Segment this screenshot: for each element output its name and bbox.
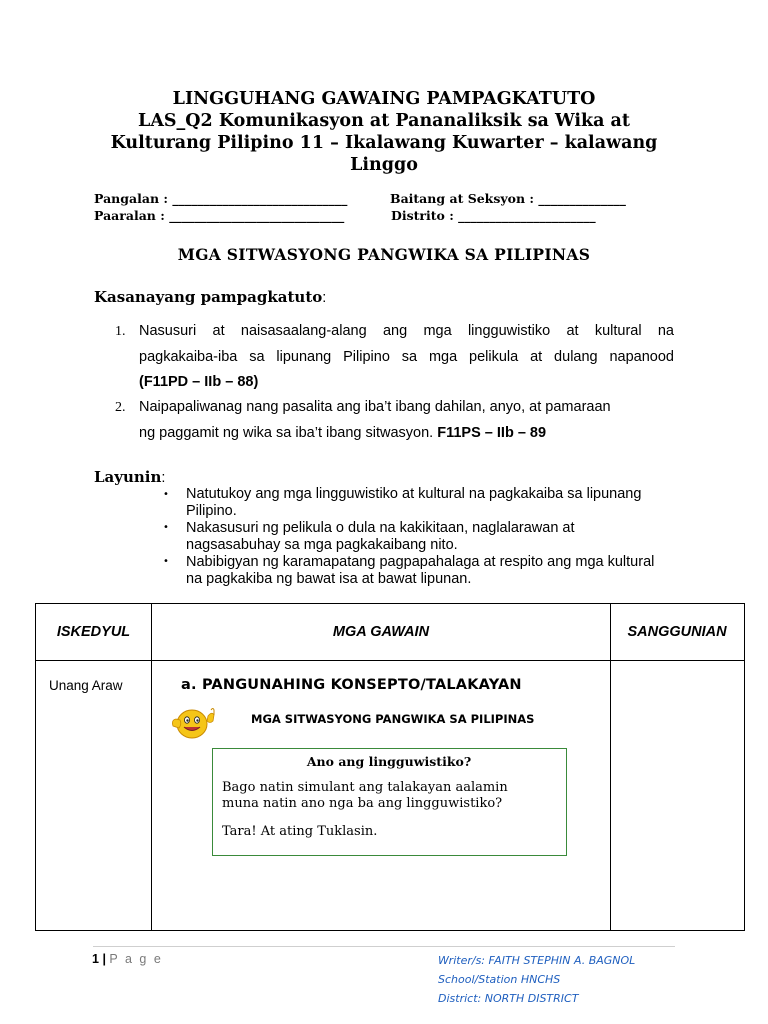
objectives-colon: : (161, 470, 166, 486)
competency-2-code: F11PS – IIb – 89 (437, 425, 547, 441)
school-credit: School/Station HNCHS (438, 973, 561, 986)
competency-1-line-1: Nasusuri at naisasaalang-alang ang mga lingguwistiko at kultural na (139, 323, 674, 339)
section-title: MGA SITWASYONG PANGWIKA SA PILIPINAS (177, 245, 591, 264)
district-credit: District: NORTH DISTRICT (438, 992, 579, 1005)
footer-credits (438, 951, 635, 1008)
header-mga-gawain: MGA GAWAIN (332, 624, 430, 640)
objective-3-bullet: • (163, 556, 169, 567)
title-line-4: Linggo (350, 155, 418, 175)
competency-2-line-1: Naipapaliwanag nang pasalita ang iba’t ibang dahilan, anyo, at pamaraan (139, 399, 611, 415)
box-title: Ano ang lingguwistiko? (306, 754, 472, 769)
competency-1-code: (F11PD – IIb – 88) (139, 374, 259, 390)
page-word: P a g e (109, 952, 163, 966)
objective-3: Nabibigyan ng karamapatang pagpapahalaga at respito ang mga kultural na pagkakiba ng bawat isa at bawat lipunan. (186, 554, 655, 587)
page-separator: | (102, 952, 106, 966)
competency-2-line-2-wrap (139, 425, 546, 441)
schedule-cell: Unang Araw (49, 678, 123, 693)
header-iskedyul: ISKEDYUL (56, 624, 131, 640)
competencies-colon: : (322, 290, 327, 306)
table-divider-1 (151, 604, 152, 930)
baitang-seksyon-field[interactable]: Baitang at Seksyon : ______________ (390, 191, 626, 206)
competency-1-number: 1. (115, 324, 126, 339)
objective-1: Natutukoy ang mga lingguwistiko at kultural na pagkakaiba sa lipunang Pilipino. (186, 486, 642, 519)
title-line-1: LINGGUHANG GAWAING PAMPAGKATUTO (172, 89, 596, 109)
competency-1-line-2: pagkakaiba-iba sa lipunang Pilipino sa mga pelikula at dulang napanood (139, 349, 674, 365)
objectives-label: Layunin (94, 468, 162, 486)
table-divider-2 (610, 604, 611, 930)
competency-2-line-2: ng paggamit ng wika sa iba’t ibang sitwasyon. (139, 425, 434, 441)
table-header-divider (36, 660, 744, 661)
competencies-label: Kasanayang pampagkatuto (94, 288, 323, 306)
header-sanggunian: SANGGUNIAN (627, 624, 727, 640)
title-line-3: Kulturang Pilipino 11 – Ikalawang Kuwarter – kalawang (110, 133, 658, 153)
activity-heading: a. PANGUNAHING KONSEPTO/TALAKAYAN (181, 677, 522, 693)
pangalan-field[interactable]: Pangalan : ____________________________ (94, 191, 348, 206)
objective-2-bullet: • (163, 522, 169, 533)
page-number: 1 (92, 952, 99, 966)
document-title (60, 88, 708, 176)
footer-divider (93, 946, 675, 947)
activity-subheading: MGA SITWASYONG PANGWIKA SA PILIPINAS (251, 712, 535, 726)
competencies-heading (94, 287, 326, 306)
objectives-heading (94, 467, 165, 486)
page-indicator (92, 952, 163, 966)
objective-1-bullet: • (163, 489, 169, 500)
paaralan-field[interactable]: Paaralan : ____________________________ (94, 208, 345, 223)
box-paragraph-2: Tara! At ating Tuklasin. (222, 824, 378, 839)
thumbs-up-smiley-icon (170, 706, 220, 740)
distrito-field[interactable]: Distrito : ______________________ (391, 208, 596, 223)
objective-2: Nakasusuri ng pelikula o dula na kakikitaan, naglalarawan at nagsasabuhay sa mga pagkakaibang nito. (186, 520, 575, 553)
competency-2-number: 2. (115, 400, 126, 415)
title-line-2: LAS_Q2 Komunikasyon at Pananaliksik sa Wika at (138, 111, 630, 131)
box-paragraph-1: Bago natin simulant ang talakayan aalamin muna natin ano nga ba ang lingguwistiko? (222, 780, 508, 811)
writer-credit: Writer/s: FAITH STEPHIN A. BAGNOL (438, 954, 636, 967)
